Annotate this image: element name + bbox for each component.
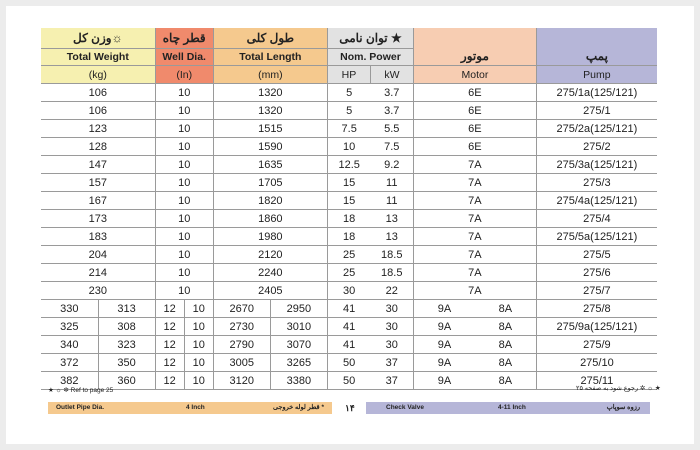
cell-power-kw: 30 [370,300,413,318]
cell-total-weight: 183 [41,228,155,246]
table-row [41,102,657,120]
cell-total-weight: 173 [41,210,155,228]
header-power-fa: ★ توان نامی [327,28,413,49]
header-power-en: Nom. Power [327,49,413,66]
table-row [41,84,657,102]
header-pump-en: Pump [536,66,657,84]
table-row [41,372,657,390]
cell-total-weight: 167 [41,192,155,210]
header-weight-fa: ☼وزن کل [41,28,155,49]
cell-well-dia-b: 10 [184,354,213,372]
cell-total-weight-b: 308 [98,318,155,336]
header-motor-fa: موتور [414,28,537,66]
cell-well-dia: 10 [155,192,213,210]
cell-well-dia-b: 10 [184,336,213,354]
cell-motor: 7A [414,174,537,192]
table-row [41,228,657,246]
cell-motor: 7A [414,228,537,246]
cell-total-weight: 106 [41,84,155,102]
cell-well-dia: 10 [155,156,213,174]
check-valve-label-fa: رزوه سوپاپ [606,404,640,411]
table-row [41,300,657,318]
cell-pump: 275/3 [536,174,657,192]
table-row [41,354,657,372]
cell-total-length-a: 2670 [213,300,270,318]
cell-power-hp: 5 [327,84,370,102]
cell-well-dia: 10 [155,174,213,192]
cell-total-weight: 147 [41,156,155,174]
cell-total-weight-b: 350 [98,354,155,372]
footnote-ref-fa: ★ ☼ ✲ رجوع شود به صفحه ۲۵ [576,385,661,392]
cell-motor-a: 9A [414,354,475,372]
cell-power-hp: 25 [327,264,370,282]
header-weight-en: Total Weight [41,49,155,66]
table-row [41,138,657,156]
cell-power-kw: 37 [370,354,413,372]
cell-well-dia-a: 12 [155,318,184,336]
table-row [41,120,657,138]
cell-pump: 275/2 [536,138,657,156]
cell-total-length-b: 3010 [270,318,327,336]
header-well-en: Well Dia. [155,49,213,66]
cell-power-kw: 11 [370,192,413,210]
cell-motor: 7A [414,264,537,282]
cell-well-dia-a: 12 [155,300,184,318]
cell-total-length: 1705 [213,174,327,192]
header-well-fa: قطر چاه [155,28,213,49]
cell-power-kw: 5.5 [370,120,413,138]
cell-power-hp: 25 [327,246,370,264]
cell-power-hp: 12.5 [327,156,370,174]
cell-total-length-b: 2950 [270,300,327,318]
cell-power-kw: 7.5 [370,138,413,156]
cell-total-weight-a: 382 [41,372,98,390]
cell-total-length: 1590 [213,138,327,156]
cell-motor: 6E [414,84,537,102]
check-valve-label: Check Valve [386,404,424,411]
cell-well-dia: 10 [155,210,213,228]
cell-total-length-b: 3265 [270,354,327,372]
cell-motor-a: 9A [414,300,475,318]
cell-pump: 275/2a(125/121) [536,120,657,138]
cell-power-hp: 15 [327,174,370,192]
cell-well-dia: 10 [155,282,213,300]
cell-power-hp: 18 [327,210,370,228]
cell-total-length-a: 3005 [213,354,270,372]
cell-total-length: 1860 [213,210,327,228]
cell-pump: 275/8 [536,300,657,318]
cell-pump: 275/9a(125/121) [536,318,657,336]
cell-motor-b: 8A [475,372,536,390]
cell-motor: 7A [414,246,537,264]
cell-motor-a: 9A [414,372,475,390]
check-valve-bar [366,402,650,414]
cell-total-length-b: 3380 [270,372,327,390]
outlet-pipe-label-fa: * قطر لوله خروجی [273,404,324,411]
cell-well-dia: 10 [155,102,213,120]
header-well-unit: (In) [155,66,213,84]
cell-pump: 275/6 [536,264,657,282]
cell-motor: 6E [414,138,537,156]
cell-power-hp: 5 [327,102,370,120]
cell-total-length-a: 3120 [213,372,270,390]
cell-motor: 7A [414,282,537,300]
table-row [41,318,657,336]
cell-power-kw: 30 [370,318,413,336]
header-length-fa: طول کلی [213,28,327,49]
header-hp: HP [327,66,370,84]
cell-total-weight: 106 [41,102,155,120]
cell-well-dia: 10 [155,246,213,264]
pump-spec-table [41,28,657,390]
cell-total-weight-a: 325 [41,318,98,336]
table-row [41,246,657,264]
cell-total-weight: 128 [41,138,155,156]
table-row [41,264,657,282]
cell-total-weight: 230 [41,282,155,300]
cell-motor-b: 8A [475,318,536,336]
cell-power-kw: 13 [370,228,413,246]
header-pump-fa: پمپ [536,28,657,66]
cell-power-hp: 10 [327,138,370,156]
header-length-unit: (mm) [213,66,327,84]
cell-pump: 275/1a(125/121) [536,84,657,102]
cell-pump: 275/7 [536,282,657,300]
cell-total-length: 1515 [213,120,327,138]
cell-motor: 7A [414,210,537,228]
cell-total-weight: 214 [41,264,155,282]
cell-well-dia: 10 [155,264,213,282]
cell-pump: 275/1 [536,102,657,120]
cell-well-dia: 10 [155,228,213,246]
cell-total-weight-a: 372 [41,354,98,372]
table-row [41,210,657,228]
cell-well-dia-b: 10 [184,300,213,318]
cell-total-weight-a: 330 [41,300,98,318]
cell-total-weight: 157 [41,174,155,192]
cell-well-dia-b: 10 [184,318,213,336]
cell-well-dia-b: 10 [184,372,213,390]
cell-power-kw: 37 [370,372,413,390]
cell-total-weight: 204 [41,246,155,264]
table-row [41,336,657,354]
cell-power-hp: 41 [327,336,370,354]
cell-power-kw: 22 [370,282,413,300]
cell-power-hp: 7.5 [327,120,370,138]
cell-power-hp: 18 [327,228,370,246]
cell-power-hp: 41 [327,318,370,336]
cell-power-hp: 50 [327,354,370,372]
footnote-ref-en: ★ ☼ ✲ Ref to page 25 [48,387,114,394]
outlet-pipe-label: Outlet Pipe Dia. [56,404,105,411]
cell-power-hp: 50 [327,372,370,390]
cell-motor: 6E [414,120,537,138]
cell-pump: 275/3a(125/121) [536,156,657,174]
page-number: ۱۴ [345,403,355,413]
cell-motor: 7A [414,192,537,210]
cell-power-hp: 41 [327,300,370,318]
cell-pump: 275/4 [536,210,657,228]
cell-power-kw: 30 [370,336,413,354]
outlet-pipe-bar [48,402,332,414]
cell-pump: 275/11 [536,372,657,390]
cell-total-length: 2120 [213,246,327,264]
cell-power-kw: 11 [370,174,413,192]
table-row [41,192,657,210]
cell-total-length-a: 2790 [213,336,270,354]
cell-pump: 275/5 [536,246,657,264]
table-body [41,84,657,390]
table-row [41,156,657,174]
cell-total-weight-b: 323 [98,336,155,354]
table-row [41,282,657,300]
check-valve-value: 4-11 Inch [498,404,526,411]
cell-total-length: 1980 [213,228,327,246]
cell-total-length-a: 2730 [213,318,270,336]
cell-total-length: 1320 [213,102,327,120]
cell-pump: 275/5a(125/121) [536,228,657,246]
cell-total-length: 1320 [213,84,327,102]
cell-total-length: 1820 [213,192,327,210]
cell-total-weight-a: 340 [41,336,98,354]
cell-power-kw: 18.5 [370,264,413,282]
cell-total-length: 2405 [213,282,327,300]
cell-power-kw: 3.7 [370,102,413,120]
cell-well-dia-a: 12 [155,354,184,372]
outlet-pipe-value: 4 Inch [186,404,205,411]
cell-total-length: 2240 [213,264,327,282]
cell-total-weight-b: 360 [98,372,155,390]
cell-motor-a: 9A [414,336,475,354]
cell-pump: 275/9 [536,336,657,354]
cell-pump: 275/10 [536,354,657,372]
cell-well-dia: 10 [155,138,213,156]
cell-well-dia-a: 12 [155,372,184,390]
cell-well-dia-a: 12 [155,336,184,354]
cell-power-hp: 15 [327,192,370,210]
header-length-en: Total Length [213,49,327,66]
header-kw: kW [370,66,413,84]
cell-power-kw: 18.5 [370,246,413,264]
cell-motor-b: 8A [475,300,536,318]
cell-power-kw: 9.2 [370,156,413,174]
cell-total-weight: 123 [41,120,155,138]
cell-motor: 6E [414,102,537,120]
cell-well-dia: 10 [155,120,213,138]
cell-motor-b: 8A [475,354,536,372]
header-weight-unit: (kg) [41,66,155,84]
header-motor-en: Motor [414,66,537,84]
cell-pump: 275/4a(125/121) [536,192,657,210]
catalog-page [6,6,694,444]
table-row [41,174,657,192]
cell-motor-b: 8A [475,336,536,354]
cell-motor-a: 9A [414,318,475,336]
cell-motor: 7A [414,156,537,174]
cell-power-hp: 30 [327,282,370,300]
cell-well-dia: 10 [155,84,213,102]
cell-power-kw: 13 [370,210,413,228]
cell-total-length-b: 3070 [270,336,327,354]
cell-total-weight-b: 313 [98,300,155,318]
cell-total-length: 1635 [213,156,327,174]
cell-power-kw: 3.7 [370,84,413,102]
